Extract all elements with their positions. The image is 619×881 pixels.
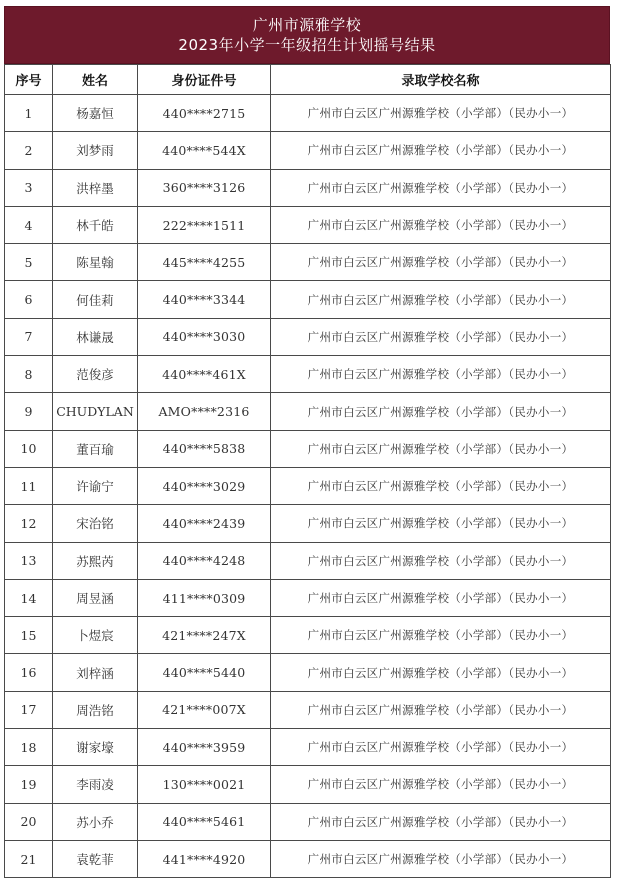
- lottery-results-table: [4, 64, 611, 878]
- header-admitted-school: 录取学校名称: [271, 65, 611, 95]
- cell-admitted-school: 广州市白云区广州源雅学校（小学部）（民办小一）: [271, 803, 611, 840]
- cell-name: 林千皓: [53, 206, 138, 243]
- cell-admitted-school: 广州市白云区广州源雅学校（小学部）（民办小一）: [271, 356, 611, 393]
- table-row: [5, 691, 611, 728]
- table-row: [5, 766, 611, 803]
- cell-name: 林谦晟: [53, 318, 138, 355]
- table-body: [5, 95, 611, 878]
- table-row: [5, 430, 611, 467]
- table-row: [5, 393, 611, 430]
- cell-id-number: 440****5461: [138, 803, 271, 840]
- cell-id-number: 440****3959: [138, 729, 271, 766]
- cell-name: 陈星翰: [53, 244, 138, 281]
- cell-admitted-school: 广州市白云区广州源雅学校（小学部）（民办小一）: [271, 467, 611, 504]
- cell-admitted-school: 广州市白云区广州源雅学校（小学部）（民办小一）: [271, 281, 611, 318]
- table-row: [5, 244, 611, 281]
- cell-serial-number: 7: [5, 318, 53, 355]
- cell-id-number: 440****2439: [138, 505, 271, 542]
- table-header-row: [5, 65, 611, 95]
- cell-id-number: AMO****2316: [138, 393, 271, 430]
- table-row: [5, 579, 611, 616]
- cell-name: 洪梓墨: [53, 169, 138, 206]
- cell-name: 何佳莉: [53, 281, 138, 318]
- cell-serial-number: 6: [5, 281, 53, 318]
- cell-serial-number: 9: [5, 393, 53, 430]
- cell-serial-number: 10: [5, 430, 53, 467]
- cell-admitted-school: 广州市白云区广州源雅学校（小学部）（民办小一）: [271, 505, 611, 542]
- table-row: [5, 356, 611, 393]
- cell-id-number: 411****0309: [138, 579, 271, 616]
- cell-id-number: 440****3030: [138, 318, 271, 355]
- cell-name: 宋治铭: [53, 505, 138, 542]
- cell-serial-number: 2: [5, 132, 53, 169]
- cell-serial-number: 19: [5, 766, 53, 803]
- cell-admitted-school: 广州市白云区广州源雅学校（小学部）（民办小一）: [271, 766, 611, 803]
- table-row: [5, 206, 611, 243]
- header-name: 姓名: [53, 65, 138, 95]
- cell-admitted-school: 广州市白云区广州源雅学校（小学部）（民办小一）: [271, 318, 611, 355]
- table-row: [5, 169, 611, 206]
- title-banner: [4, 6, 610, 64]
- cell-name: CHUDYLAN: [53, 393, 138, 430]
- cell-serial-number: 4: [5, 206, 53, 243]
- table-row: [5, 617, 611, 654]
- cell-serial-number: 1: [5, 95, 53, 132]
- cell-name: 范俊彦: [53, 356, 138, 393]
- cell-name: 许谕宁: [53, 467, 138, 504]
- cell-id-number: 440****461X: [138, 356, 271, 393]
- cell-name: 董百瑜: [53, 430, 138, 467]
- table-row: [5, 840, 611, 877]
- cell-name: 杨嘉恒: [53, 95, 138, 132]
- table-row: [5, 729, 611, 766]
- cell-name: 谢家壕: [53, 729, 138, 766]
- cell-id-number: 421****007X: [138, 691, 271, 728]
- cell-serial-number: 11: [5, 467, 53, 504]
- cell-serial-number: 18: [5, 729, 53, 766]
- cell-serial-number: 20: [5, 803, 53, 840]
- cell-name: 苏熙芮: [53, 542, 138, 579]
- cell-id-number: 421****247X: [138, 617, 271, 654]
- table-row: [5, 654, 611, 691]
- cell-serial-number: 12: [5, 505, 53, 542]
- cell-serial-number: 15: [5, 617, 53, 654]
- cell-name: 周昱涵: [53, 579, 138, 616]
- table-row: [5, 132, 611, 169]
- cell-serial-number: 16: [5, 654, 53, 691]
- header-serial-number: 序号: [5, 65, 53, 95]
- cell-serial-number: 14: [5, 579, 53, 616]
- cell-admitted-school: 广州市白云区广州源雅学校（小学部）（民办小一）: [271, 840, 611, 877]
- cell-name: 李雨凌: [53, 766, 138, 803]
- cell-admitted-school: 广州市白云区广州源雅学校（小学部）（民办小一）: [271, 691, 611, 728]
- cell-id-number: 440****5838: [138, 430, 271, 467]
- cell-serial-number: 13: [5, 542, 53, 579]
- school-title: 广州市源雅学校: [252, 16, 362, 34]
- cell-serial-number: 5: [5, 244, 53, 281]
- table-row: [5, 505, 611, 542]
- cell-serial-number: 8: [5, 356, 53, 393]
- table-row: [5, 467, 611, 504]
- cell-serial-number: 3: [5, 169, 53, 206]
- cell-admitted-school: 广州市白云区广州源雅学校（小学部）（民办小一）: [271, 95, 611, 132]
- cell-admitted-school: 广州市白云区广州源雅学校（小学部）（民办小一）: [271, 430, 611, 467]
- cell-admitted-school: 广州市白云区广州源雅学校（小学部）（民办小一）: [271, 617, 611, 654]
- cell-id-number: 440****3029: [138, 467, 271, 504]
- cell-admitted-school: 广州市白云区广州源雅学校（小学部）（民办小一）: [271, 729, 611, 766]
- cell-id-number: 440****4248: [138, 542, 271, 579]
- cell-name: 周浩铭: [53, 691, 138, 728]
- cell-id-number: 222****1511: [138, 206, 271, 243]
- results-subtitle: 2023年小学一年级招生计划摇号结果: [178, 36, 436, 54]
- cell-id-number: 445****4255: [138, 244, 271, 281]
- table-row: [5, 95, 611, 132]
- cell-serial-number: 21: [5, 840, 53, 877]
- cell-admitted-school: 广州市白云区广州源雅学校（小学部）（民办小一）: [271, 393, 611, 430]
- cell-admitted-school: 广州市白云区广州源雅学校（小学部）（民办小一）: [271, 654, 611, 691]
- table-row: [5, 318, 611, 355]
- cell-id-number: 440****544X: [138, 132, 271, 169]
- cell-admitted-school: 广州市白云区广州源雅学校（小学部）（民办小一）: [271, 542, 611, 579]
- cell-admitted-school: 广州市白云区广州源雅学校（小学部）（民办小一）: [271, 244, 611, 281]
- header-id-number: 身份证件号: [138, 65, 271, 95]
- table-row: [5, 281, 611, 318]
- cell-admitted-school: 广州市白云区广州源雅学校（小学部）（民办小一）: [271, 169, 611, 206]
- cell-name: 袁乾菲: [53, 840, 138, 877]
- cell-id-number: 440****2715: [138, 95, 271, 132]
- cell-name: 苏小乔: [53, 803, 138, 840]
- cell-admitted-school: 广州市白云区广州源雅学校（小学部）（民办小一）: [271, 206, 611, 243]
- cell-id-number: 440****5440: [138, 654, 271, 691]
- cell-admitted-school: 广州市白云区广州源雅学校（小学部）（民办小一）: [271, 132, 611, 169]
- table-row: [5, 542, 611, 579]
- cell-admitted-school: 广州市白云区广州源雅学校（小学部）（民办小一）: [271, 579, 611, 616]
- cell-id-number: 441****4920: [138, 840, 271, 877]
- cell-name: 刘梦雨: [53, 132, 138, 169]
- results-sheet: [4, 6, 610, 878]
- table-row: [5, 803, 611, 840]
- cell-serial-number: 17: [5, 691, 53, 728]
- cell-name: 刘梓涵: [53, 654, 138, 691]
- cell-id-number: 440****3344: [138, 281, 271, 318]
- cell-id-number: 360****3126: [138, 169, 271, 206]
- cell-name: 卜煜宸: [53, 617, 138, 654]
- cell-id-number: 130****0021: [138, 766, 271, 803]
